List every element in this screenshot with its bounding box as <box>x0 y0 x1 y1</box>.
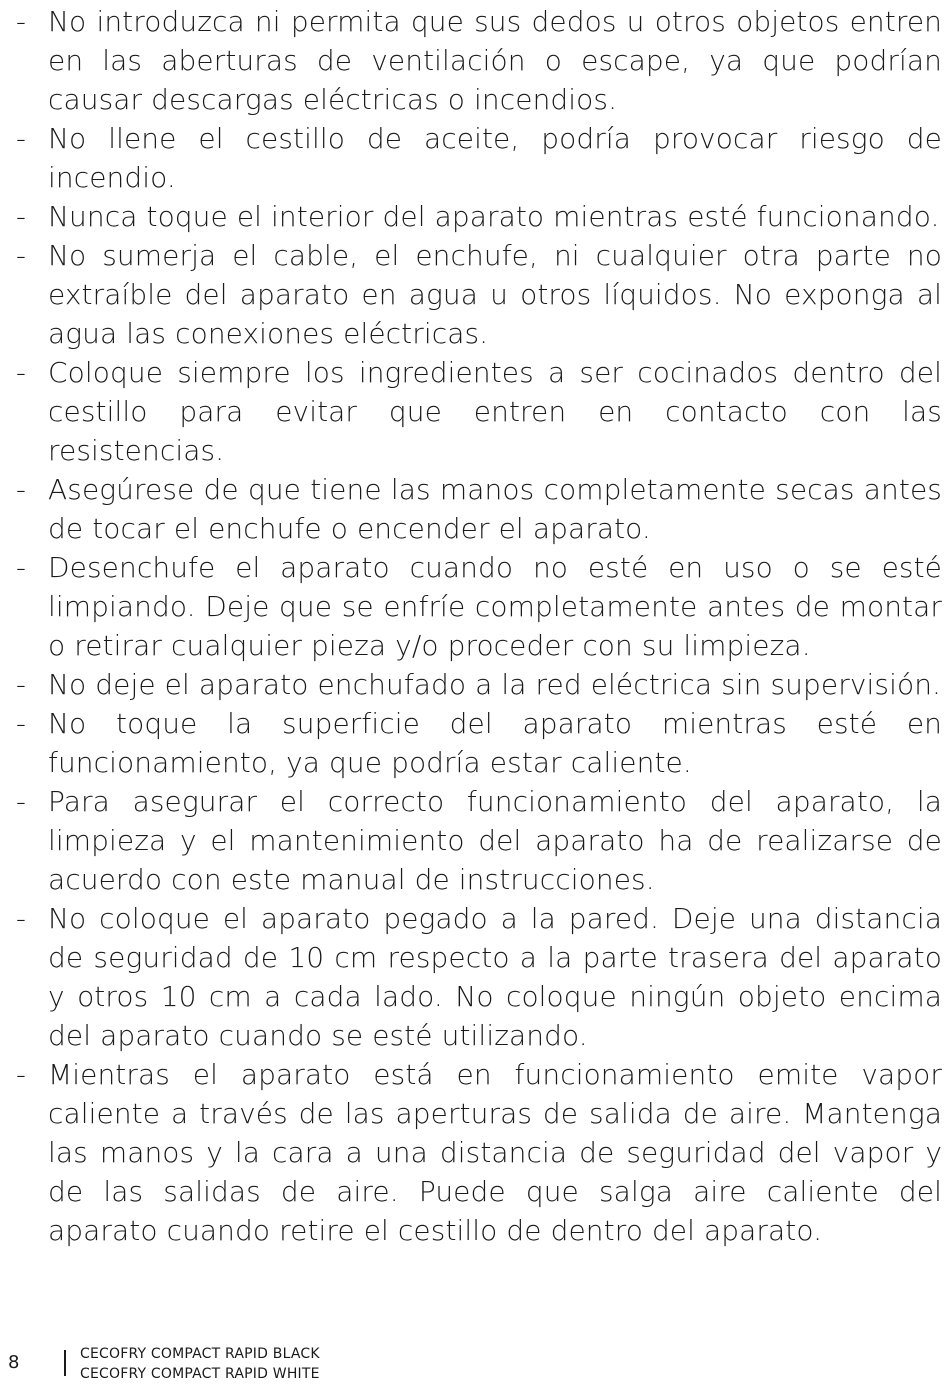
list-item <box>6 665 942 704</box>
list-item <box>6 704 942 782</box>
product-names <box>80 1344 320 1384</box>
list-item-text: Mientras el aparato está en funcionamiento emite vapor caliente a través de las aperturas de salida de aire. Mantenga las manos y la cara a una distancia de seguridad del vapor y de las salidas de aire. Puede que salga aire caliente del aparato cuando retire el cestillo de dentro del aparato. <box>48 1058 942 1247</box>
list-item <box>6 119 942 197</box>
page-number: 8 <box>8 1352 20 1373</box>
list-item <box>6 236 942 353</box>
list-item <box>6 548 942 665</box>
bullet-dash: - <box>15 239 27 272</box>
bullet-dash: - <box>15 200 27 233</box>
bullet-dash: - <box>15 707 27 740</box>
list-item-text: No llene el cestillo de aceite, podría provocar riesgo de incendio. <box>48 122 942 194</box>
list-item <box>6 470 942 548</box>
list-item-text: No toque la superficie del aparato mientras esté en funcionamiento, ya que podría estar caliente. <box>48 707 942 779</box>
bullet-dash: - <box>15 785 27 818</box>
bullet-dash: - <box>15 5 27 38</box>
footer-divider <box>64 1350 66 1376</box>
product-name-black: CECOFRY COMPACT RAPID BLACK <box>80 1346 320 1362</box>
list-item <box>6 197 942 236</box>
bullet-dash: - <box>15 356 27 389</box>
page-footer <box>0 1342 949 1392</box>
bullet-dash: - <box>15 668 27 701</box>
bullet-dash: - <box>15 551 27 584</box>
list-item-text: No sumerja el cable, el enchufe, ni cualquier otra parte no extraíble del aparato en agua u otros líquidos. No exponga al agua las conexiones eléctricas. <box>48 239 942 350</box>
list-item-text: Asegúrese de que tiene las manos completamente secas antes de tocar el enchufe o encender el aparato. <box>48 473 942 545</box>
list-item-text: No introduzca ni permita que sus dedos u otros objetos entren en las aberturas de ventilación o escape, ya que podrían causar descargas eléctricas o incendios. <box>48 5 942 116</box>
list-item <box>6 2 942 119</box>
list-item <box>6 899 942 1055</box>
bullet-dash: - <box>15 473 27 506</box>
list-item <box>6 353 942 470</box>
list-item-text: No deje el aparato enchufado a la red eléctrica sin supervisión. <box>48 668 942 701</box>
list-item-text: Desenchufe el aparato cuando no esté en uso o se esté limpiando. Deje que se enfríe completamente antes de montar o retirar cualquier pieza y/o proceder con su limpieza. <box>48 551 942 662</box>
list-item-text: No coloque el aparato pegado a la pared. Deje una distancia de seguridad de 10 cm respecto a la parte trasera del aparato y otros 10 cm a cada lado. No coloque ningún objeto encima del aparato cuando se esté utilizando. <box>48 902 942 1052</box>
bullet-dash: - <box>15 1058 27 1091</box>
list-item-text: Para asegurar el correcto funcionamiento del aparato, la limpieza y el mantenimiento del aparato ha de realizarse de acuerdo con este manual de instrucciones. <box>48 785 942 896</box>
list-item-text: Nunca toque el interior del aparato mientras esté funcionando. <box>48 200 940 233</box>
safety-instructions-list <box>6 2 942 1250</box>
product-name-white: CECOFRY COMPACT RAPID WHITE <box>80 1366 320 1382</box>
list-item-text: Coloque siempre los ingredientes a ser cocinados dentro del cestillo para evitar que entren en contacto con las resistencias. <box>48 356 942 467</box>
list-item <box>6 1055 942 1250</box>
bullet-dash: - <box>15 122 27 155</box>
list-item <box>6 782 942 899</box>
bullet-dash: - <box>15 902 27 935</box>
